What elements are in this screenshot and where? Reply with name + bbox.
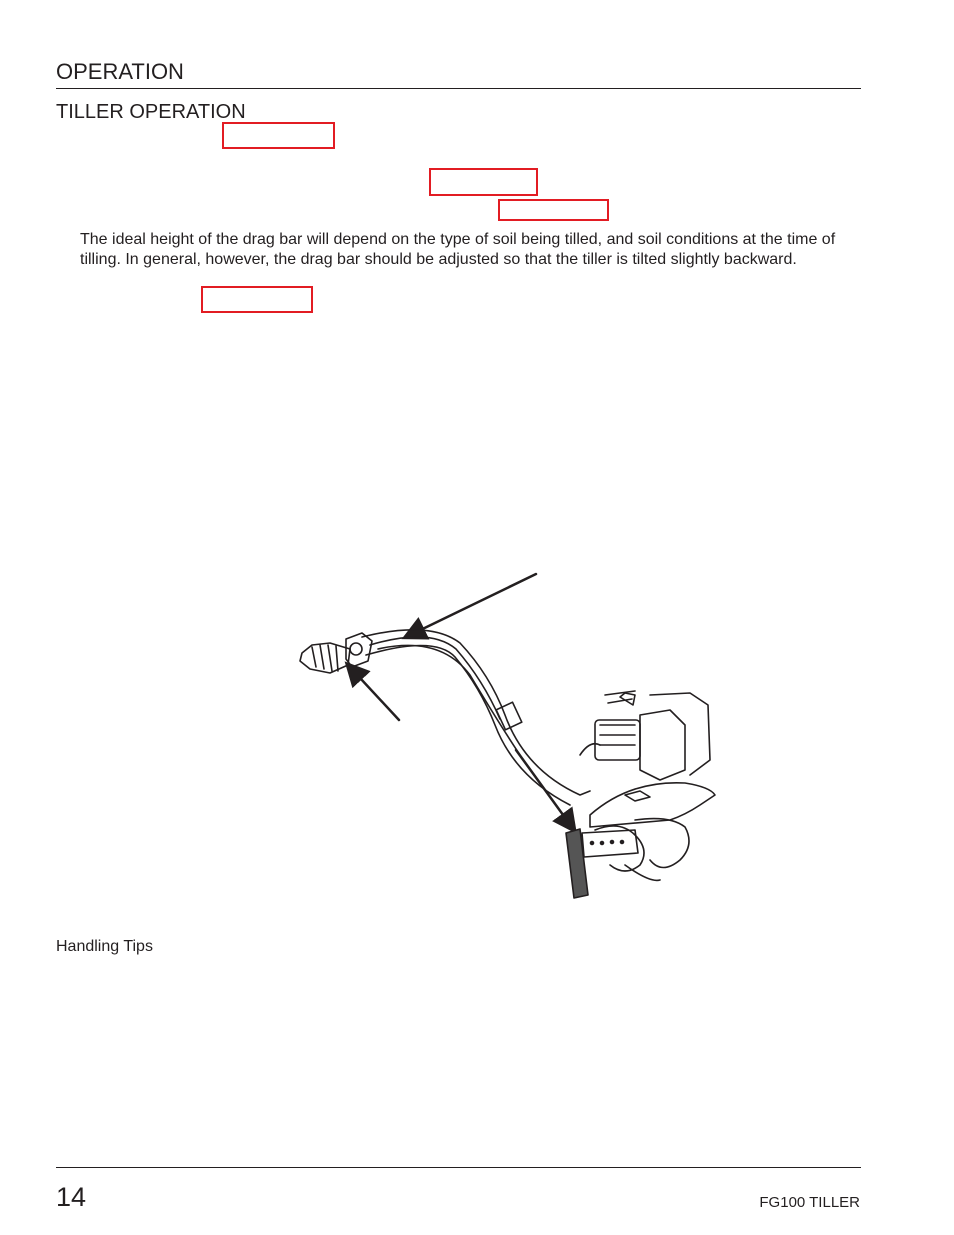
cross-reference-link-1[interactable] bbox=[222, 122, 335, 149]
tiller-illustration bbox=[290, 565, 730, 905]
callout-arrow-stop-switch bbox=[348, 665, 399, 720]
cross-reference-link-2[interactable] bbox=[429, 168, 538, 196]
document-name: FG100 TILLER bbox=[759, 1194, 860, 1211]
header-rule bbox=[56, 88, 861, 89]
cross-reference-link-4[interactable] bbox=[201, 286, 313, 313]
subsection-title: TILLER OPERATION bbox=[56, 101, 246, 123]
cross-reference-link-3[interactable] bbox=[498, 199, 609, 221]
callout-arrow-throttle bbox=[406, 574, 536, 637]
handling-tips-heading: Handling Tips bbox=[56, 938, 153, 955]
section-title: OPERATION bbox=[56, 59, 184, 84]
footer-rule bbox=[56, 1167, 861, 1168]
page-number: 14 bbox=[56, 1182, 87, 1212]
drag-bar-paragraph: The ideal height of the drag bar will depend on the type of soil being tilled, and soil conditions at the time of tilling. In general, however, the drag bar should be adjusted so that the tiller is tilted slightly backward. bbox=[80, 231, 836, 268]
